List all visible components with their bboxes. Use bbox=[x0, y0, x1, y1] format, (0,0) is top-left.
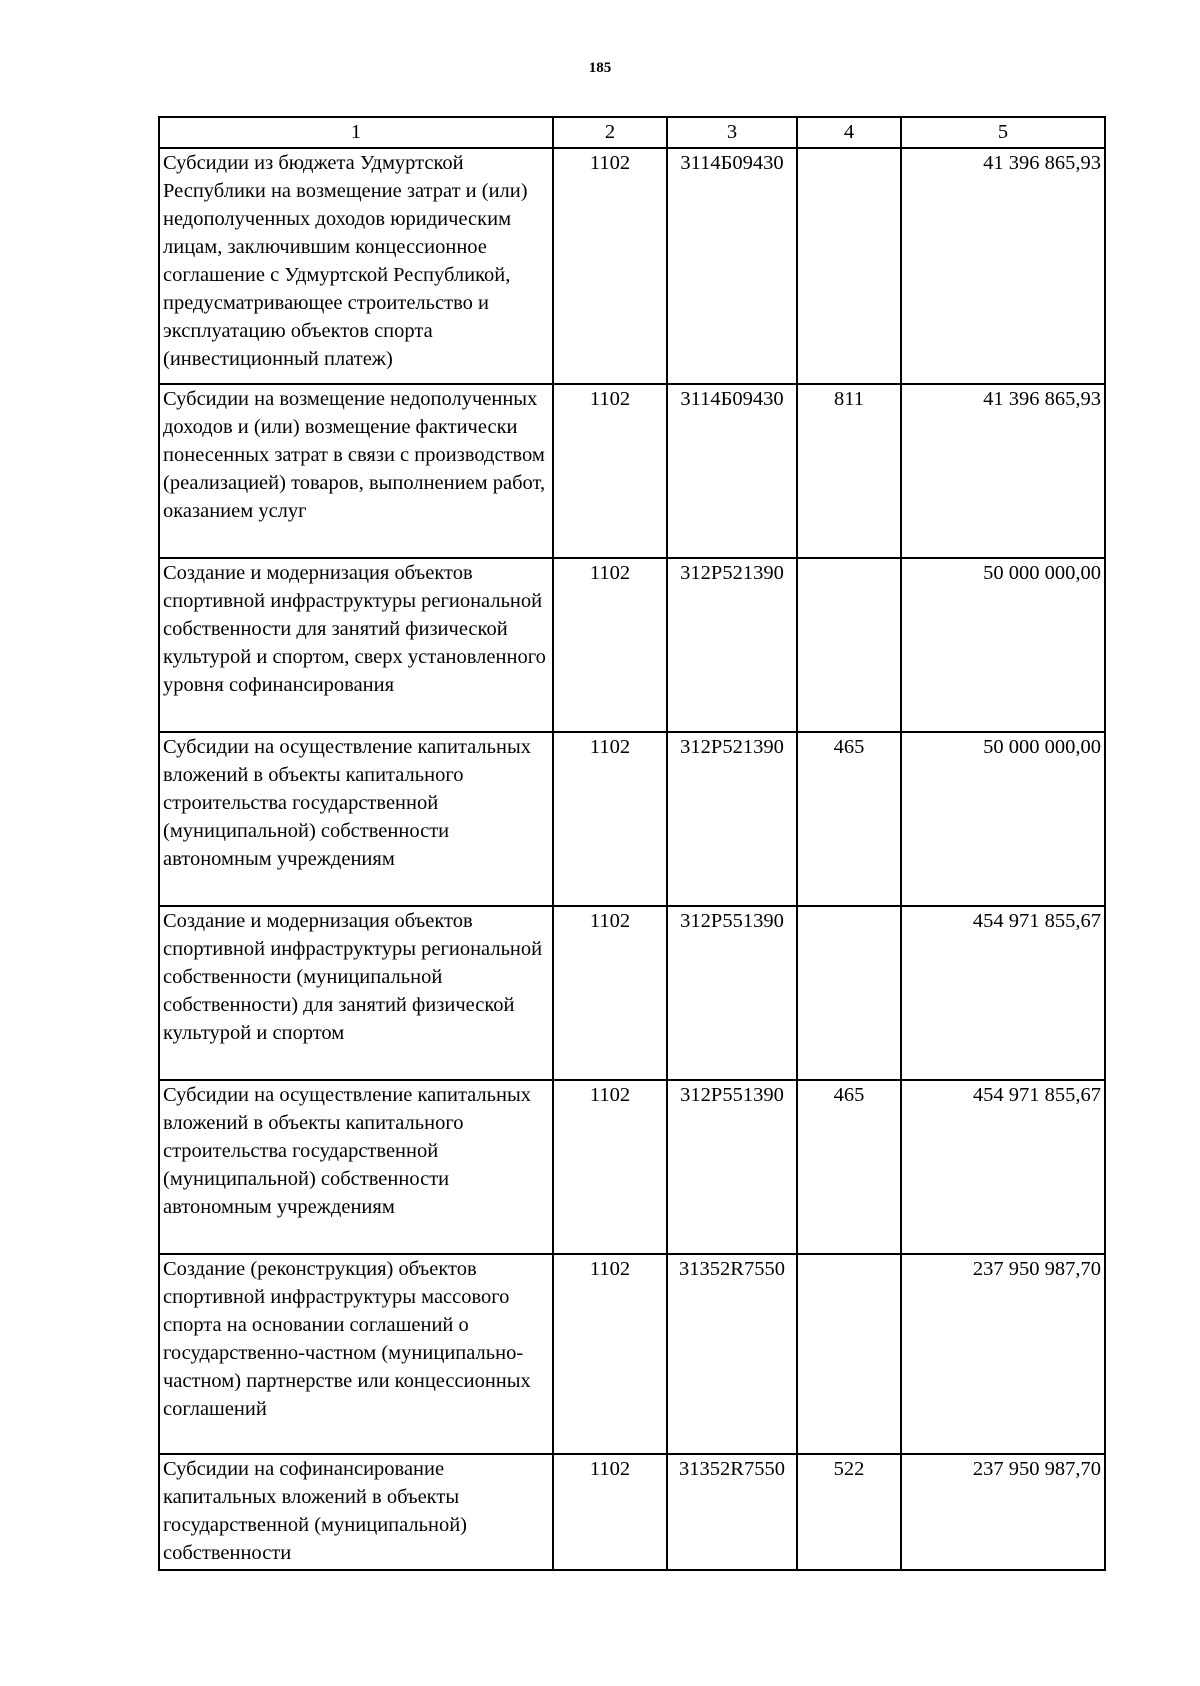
expense-type-cell bbox=[797, 906, 901, 1080]
amount-cell: 50 000 000,00 bbox=[901, 558, 1105, 732]
table-row bbox=[159, 148, 1105, 384]
amount-cell: 41 396 865,93 bbox=[901, 148, 1105, 384]
section-code-cell: 1102 bbox=[553, 732, 667, 906]
header-cell-4: 4 bbox=[797, 117, 901, 148]
expense-type-cell: 811 bbox=[797, 384, 901, 558]
table-body bbox=[159, 148, 1105, 1570]
item-name-cell: Создание и модернизация объектов спортивной инфраструктуры региональной собственности (муниципальной собственности) для занятий физической культурой и спортом bbox=[159, 906, 553, 1080]
expense-type-cell bbox=[797, 558, 901, 732]
expense-type-cell: 465 bbox=[797, 732, 901, 906]
amount-cell: 454 971 855,67 bbox=[901, 1080, 1105, 1254]
target-code-cell: 312P521390 bbox=[667, 732, 797, 906]
table-row bbox=[159, 384, 1105, 558]
expense-type-cell bbox=[797, 148, 901, 384]
item-name-cell: Субсидии на возмещение недополученных доходов и (или) возмещение фактически понесенных затрат в связи с производством (реализацией) товаров, выполнением работ, оказанием услуг bbox=[159, 384, 553, 558]
amount-cell: 454 971 855,67 bbox=[901, 906, 1105, 1080]
table-row bbox=[159, 1454, 1105, 1570]
target-code-cell: 3114Б09430 bbox=[667, 384, 797, 558]
item-name-cell: Субсидии на осуществление капитальных вложений в объекты капитального строительства государственной (муниципальной) собственности автономным учреждениям bbox=[159, 1080, 553, 1254]
section-code-cell: 1102 bbox=[553, 906, 667, 1080]
header-cell-1: 1 bbox=[159, 117, 553, 148]
table-row bbox=[159, 558, 1105, 732]
target-code-cell: 312P551390 bbox=[667, 1080, 797, 1254]
section-code-cell: 1102 bbox=[553, 384, 667, 558]
table-row bbox=[159, 732, 1105, 906]
amount-cell: 41 396 865,93 bbox=[901, 384, 1105, 558]
item-name-cell: Создание (реконструкция) объектов спортивной инфраструктуры массового спорта на основании соглашений о государственно-частном (муниципально-частном) партнерстве или концессионных соглашений bbox=[159, 1254, 553, 1454]
amount-cell: 50 000 000,00 bbox=[901, 732, 1105, 906]
expense-type-cell: 522 bbox=[797, 1454, 901, 1570]
section-code-cell: 1102 bbox=[553, 558, 667, 732]
item-name-cell: Субсидии на осуществление капитальных вложений в объекты капитального строительства государственной (муниципальной) собственности автономным учреждениям bbox=[159, 732, 553, 906]
header-cell-5: 5 bbox=[901, 117, 1105, 148]
table-row bbox=[159, 1080, 1105, 1254]
target-code-cell: 312P551390 bbox=[667, 906, 797, 1080]
expense-type-cell: 465 bbox=[797, 1080, 901, 1254]
target-code-cell: 312P521390 bbox=[667, 558, 797, 732]
expense-type-cell bbox=[797, 1254, 901, 1454]
section-code-cell: 1102 bbox=[553, 1454, 667, 1570]
item-name-cell: Субсидии на софинансирование капитальных вложений в объекты государственной (муниципальной) собственности bbox=[159, 1454, 553, 1570]
table-header bbox=[159, 117, 1105, 148]
amount-cell: 237 950 987,70 bbox=[901, 1454, 1105, 1570]
budget-table bbox=[158, 116, 1106, 1571]
target-code-cell: 3114Б09430 bbox=[667, 148, 797, 384]
section-code-cell: 1102 bbox=[553, 148, 667, 384]
page-number: 185 bbox=[588, 60, 612, 76]
header-cell-2: 2 bbox=[553, 117, 667, 148]
amount-cell: 237 950 987,70 bbox=[901, 1254, 1105, 1454]
table-row bbox=[159, 1254, 1105, 1454]
item-name-cell: Создание и модернизация объектов спортивной инфраструктуры региональной собственности для занятий физической культурой и спортом, сверх установленного уровня софинансирования bbox=[159, 558, 553, 732]
target-code-cell: 31352R7550 bbox=[667, 1454, 797, 1570]
header-row bbox=[159, 117, 1105, 148]
section-code-cell: 1102 bbox=[553, 1080, 667, 1254]
item-name-cell: Субсидии из бюджета Удмуртской Республики на возмещение затрат и (или) недополученных доходов юридическим лицам, заключившим концессионное соглашение с Удмуртской Республикой, предусматривающее строительство и эксплуатацию объектов спорта (инвестиционный платеж) bbox=[159, 148, 553, 384]
header-cell-3: 3 bbox=[667, 117, 797, 148]
table-row bbox=[159, 906, 1105, 1080]
section-code-cell: 1102 bbox=[553, 1254, 667, 1454]
target-code-cell: 31352R7550 bbox=[667, 1254, 797, 1454]
